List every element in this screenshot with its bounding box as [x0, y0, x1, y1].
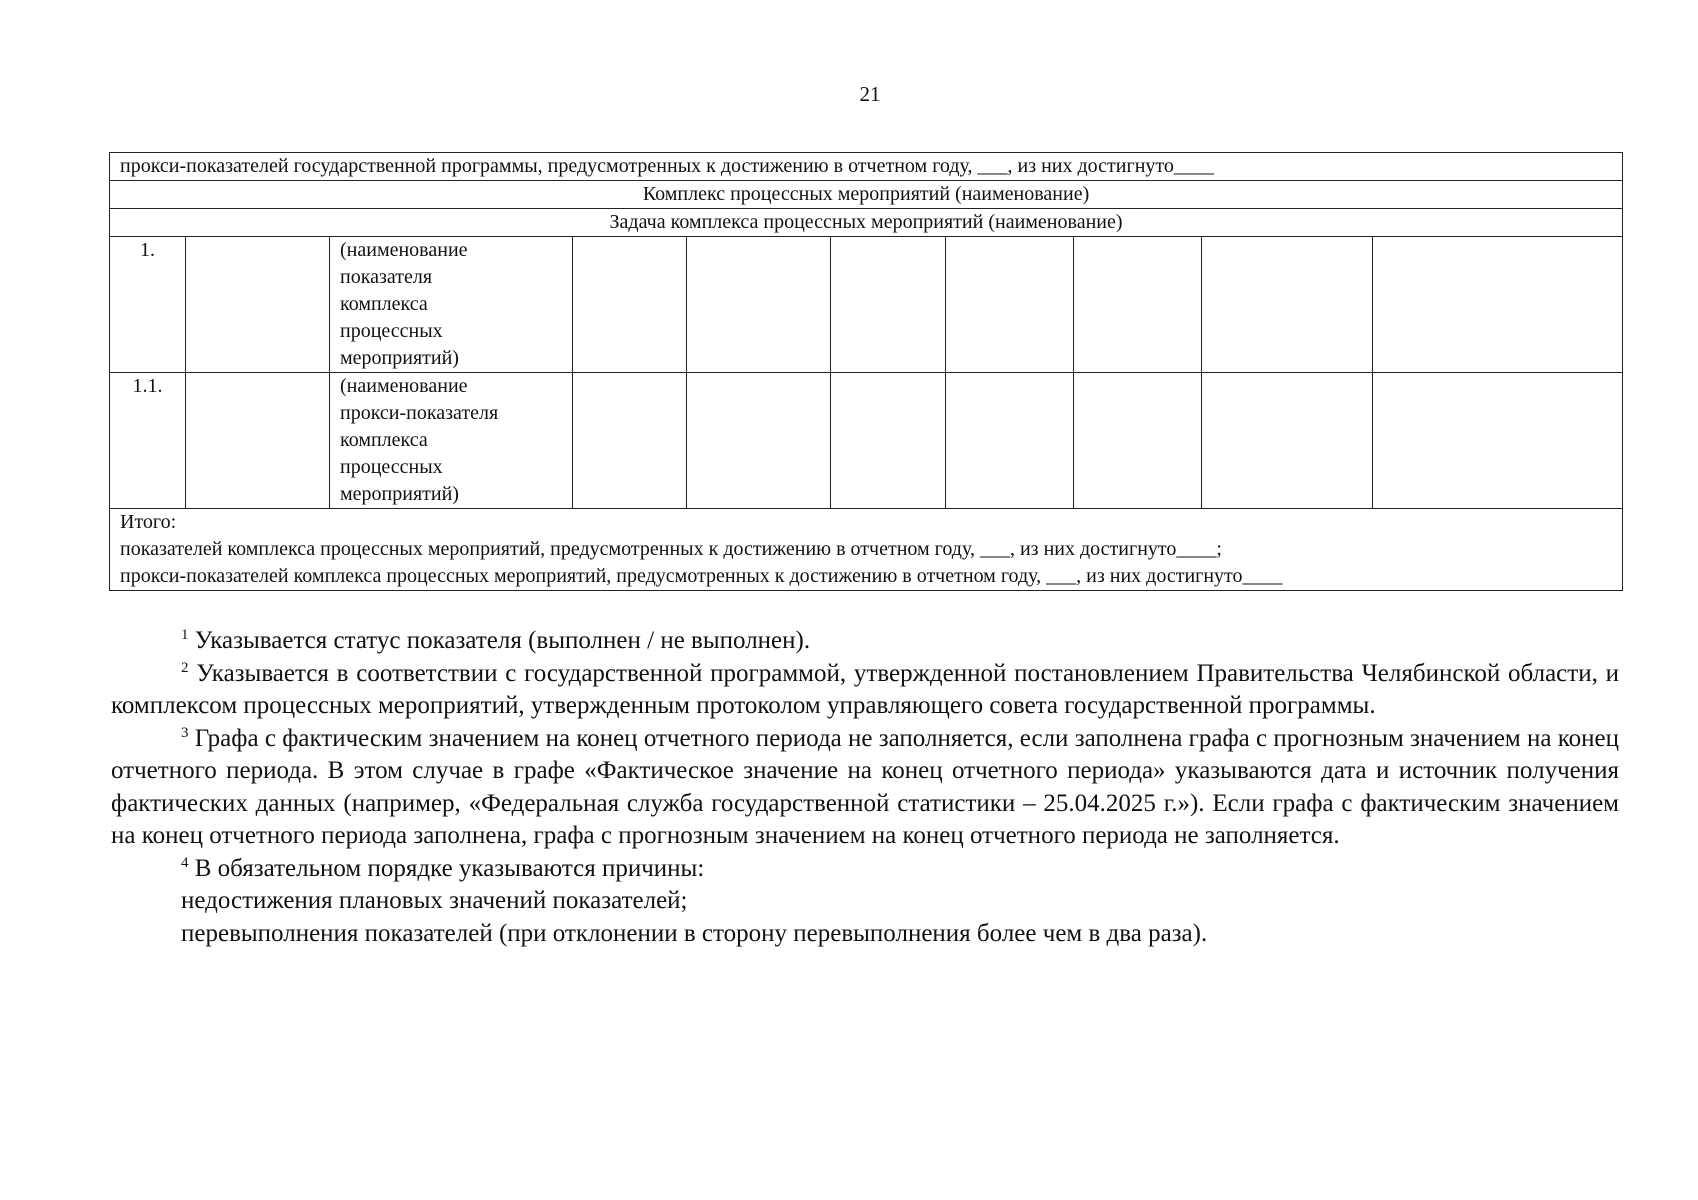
footnote-mark: 3: [181, 724, 189, 741]
proxy-indicator-name: [330, 373, 573, 509]
reason-item: недостижения плановых значений показателей;: [181, 887, 688, 914]
table-row: [110, 181, 1623, 209]
totals-indicators-line: показателей комплекса процессных мероприятий, предусмотренных к достижению в отчетном году, ___, из них достигнуто____;: [120, 538, 1222, 560]
table-cell: [1202, 237, 1373, 373]
footnote-4: [111, 853, 1619, 886]
indicator-name-line: процессных: [340, 456, 443, 478]
footnote-mark: 1: [181, 627, 189, 643]
task-title: Задача комплекса процессных мероприятий (наименование): [110, 209, 1623, 237]
footnote-mark: 4: [181, 854, 189, 871]
table-row: [110, 237, 1623, 373]
totals-cell: [110, 509, 1623, 591]
table-cell: [687, 237, 831, 373]
indicator-name-line: (наименование: [340, 375, 468, 397]
table-cell: [573, 373, 687, 509]
footnote-2: [111, 658, 1619, 723]
totals-proxy-line: прокси-показателей комплекса процессных мероприятий, предусмотренных к достижению в отчетном году, ___, из них достигнуто____: [120, 565, 1283, 587]
indicator-name-line: прокси-показателя: [340, 402, 499, 424]
footnote-text: Указывается статус показателя (выполнен / не выполнен).: [194, 627, 811, 654]
table-cell: [1074, 373, 1202, 509]
footnote-text: В обязательном порядке указываются причины:: [194, 854, 705, 882]
complex-title: Комплекс процессных мероприятий (наименование): [110, 181, 1623, 209]
footnote-text: Указывается в соответствии с государственной программой, утвержденной постановлением Правительства Челябинской области, и комплексом процессных мероприятий, утвержденным протоколом управляющего совета государственной программы.: [111, 659, 1619, 719]
indicators-table: [109, 152, 1623, 591]
indicator-name-line: мероприятий): [340, 483, 459, 505]
table-cell: [687, 373, 831, 509]
table-cell: [1202, 373, 1373, 509]
table-cell: [573, 237, 687, 373]
indicator-name-line: процессных: [340, 320, 443, 342]
table-cell: [1373, 237, 1623, 373]
table-cell: [1373, 373, 1623, 509]
table-cell: [946, 237, 1074, 373]
program-proxy-summary: прокси-показателей государственной программы, предусмотренных к достижению в отчетном году, ___, из них достигнуто____: [110, 153, 1623, 181]
footnotes: [111, 625, 1619, 950]
table-cell: [831, 373, 946, 509]
table-cell: [186, 373, 330, 509]
table-row: [110, 509, 1623, 591]
reason-item: перевыполнения показателей (при отклонении в сторону перевыполнения более чем в два раза).: [181, 919, 1208, 947]
table-cell: [831, 237, 946, 373]
indicator-name-line: комплекса: [340, 429, 428, 451]
table-cell: [946, 373, 1074, 509]
indicator-name: [330, 237, 573, 373]
table-row: [110, 209, 1623, 237]
table-row: [110, 153, 1623, 181]
footnote-3: [111, 723, 1619, 853]
footnote-text: Графа с фактическим значением на конец отчетного периода не заполняется, если заполнена графа с прогнозным значением на конец отчетного периода. В этом случае в графе «Фактическое значение на конец отчетного периода» указываются дата и источник получения фактических данных (например, «Федеральная служба государственной статистики – 25.04.2025 г.»). Если графа с фактическим значением на конец отчетного периода заполнена, графа с прогнозным значением на конец отчетного периода не заполняется.: [111, 724, 1619, 849]
totals-label: Итого:: [120, 511, 177, 533]
indicator-name-line: комплекса: [340, 293, 428, 315]
footnote-1: [111, 625, 1619, 658]
table-cell: [186, 237, 330, 373]
indicator-name-line: мероприятий): [340, 347, 459, 369]
table-cell: [1074, 237, 1202, 373]
indicator-name-line: показателя: [340, 266, 433, 288]
indicator-name-line: (наименование: [340, 239, 468, 261]
row-number: 1.: [110, 237, 186, 373]
page-number: 21: [859, 82, 881, 106]
row-number: 1.1.: [110, 373, 186, 509]
footnote-mark: 2: [181, 659, 189, 676]
table-row: [110, 373, 1623, 509]
